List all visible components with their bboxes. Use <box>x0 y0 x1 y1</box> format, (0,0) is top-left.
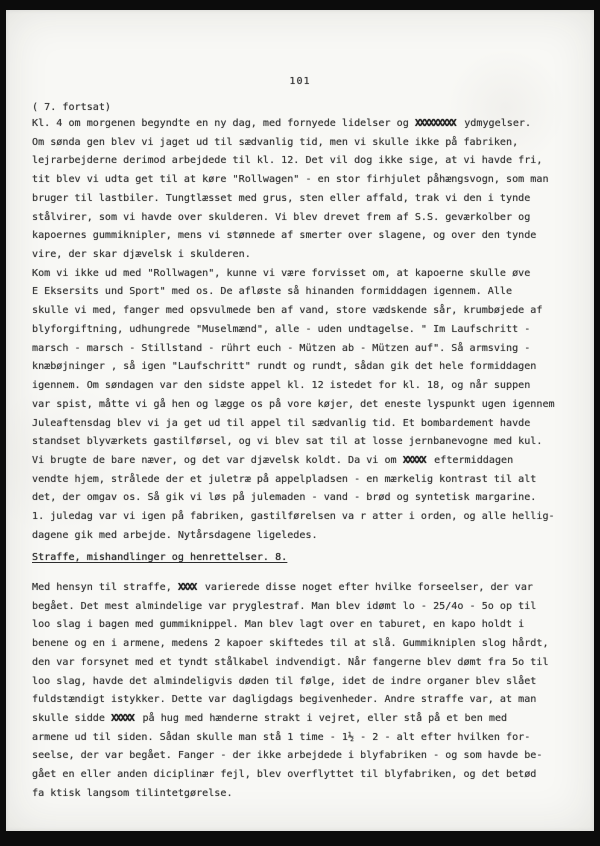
text-line: tit blev vi udta get til at køre "Rollwagen" - en stor firhjulet påhængsvogn, som man <box>32 174 549 186</box>
text-line: var spist, måtte vi gå hen og lægge os på vore køjer, det eneste lyspunkt ugen igennem <box>32 398 555 410</box>
text-line: det, der omgav os. Så gik vi løs på julemaden - vand - brød og syntetisk margarine. <box>32 492 537 504</box>
text-line: Om sønda gen blev vi jaget ud til sædvanlig tid, men vi skulle ikke på fabriken, <box>32 136 519 148</box>
text-line: benene og en i armene, medens 2 kapoer skiftedes til at slå. Gummikniplen slog hårdt, <box>32 638 549 650</box>
text-line: dagene gik med arbejde. Nytårsdagene ligeledes. <box>32 529 318 541</box>
section-heading: Straffe, mishandlinger og henrettelser. 8. <box>32 552 288 563</box>
text-line: skulle sidde XXXXX på hug med hænderne strakt i vejret, eller stå på et ben med <box>32 713 508 725</box>
text-line: marsch - marsch - Stillstand - rührt euch - Mützen ab - Mützen auf". Så armsving - <box>32 342 531 354</box>
text-line: den var forsynet med et tyndt stålkabel indvendigt. Når fangerne blev dømt fra 5o til <box>32 656 549 668</box>
text-line: igennem. Om søndagen var den sidste appel kl. 12 istedet for kl. 18, og når suppen <box>32 380 531 392</box>
text-line: Med hensyn til straffe, XXXX varierede disse noget efter hvilke forseelser, der var <box>32 582 534 593</box>
text-line: blyforgiftning, udhungrede "Muselmænd", alle - uden undtagelse. " Im Laufschritt - <box>32 323 531 335</box>
text-line: Juleaftensdag blev vi ja get ud til appel til sædvanlig tid. Et bombardement havde <box>32 417 531 429</box>
text-line: begået. Det mest almindelige var pryglestraf. Man blev idømt lo - 25/4o - 5o op til <box>32 600 537 612</box>
text-line: armene ud til siden. Sådan skulle man stå 1 time - 1½ - 2 - alt efter hvilken for- <box>32 731 531 743</box>
text-line: loo slag i bagen med gummiknippel. Man blev lagt over en taburet, en kapo holdt i <box>32 619 525 631</box>
text-line: vire, der skar djævelsk i skulderen. <box>32 249 251 261</box>
text-line: lejrarbejderne derimod arbejdede til kl. 12. Det vil dog ikke sige, at vi havde fri, <box>32 155 543 167</box>
text-line: stålvirer, som vi havde over skulderen. Vi blev drevet frem af S.S. geværkolber og <box>32 211 531 223</box>
text-line: fa ktisk langsom tilintetgørelse. <box>32 787 233 799</box>
text-line: skulle vi med, fanger med opsvulmede ben af vand, store vædskende sår, krumbøjede af <box>32 305 543 317</box>
text-line: fuldstændigt istykker. Dette var dagligdags begivenheder. Andre straffe var, at man <box>32 694 537 706</box>
text-line: Kom vi ikke ud med "Rollwagen", kunne vi være forvisset om, at kapoerne skulle øve <box>32 267 531 279</box>
text-line: bruger til lastbiler. Tungtlæsset med grus, sten eller affald, trak vi den i tynde <box>32 192 531 204</box>
paragraph-punishments <box>32 582 588 807</box>
document-page <box>6 10 594 831</box>
page-number: 101 <box>289 76 311 87</box>
text-line: vendte hjem, strålede der et juletræ på appelpladsen - en mærkelig kontrast til alt <box>32 473 537 485</box>
text-line: E Eksersits und Sport" med os. De afløste så hinanden formiddagen igennem. Alle <box>32 286 513 298</box>
text-line: gået en eller anden diciplinær fejl, blev overflyttet til blyfabriken, og det betød <box>32 769 537 781</box>
paragraph-camp-day <box>32 118 588 549</box>
continuation-note: ( 7. fortsat) <box>32 102 112 113</box>
text-line: kapoernes gummiknipler, mens vi stønnede af smerter over slagene, og over den tynde <box>32 230 537 242</box>
text-line: Vi brugte de bare næver, og det var djævelsk koldt. Da vi om XXXXX eftermiddagen <box>32 454 514 466</box>
text-line: standset blyværkets gastilførsel, og vi blev sat til at losse jernbanevogne med kul. <box>32 436 543 448</box>
text-line: Kl. 4 om morgenen begyndte en ny dag, med fornyede lidelser og XXXXXXXXX ydmygelser. <box>32 118 532 129</box>
text-line: 1. juledag var vi igen på fabriken, gastilførelsen va r atter i orden, og alle hellig- <box>32 511 555 523</box>
text-line: knæbøjninger , så igen "Laufschritt" rundt og rundt, sådan gik det hele formiddagen <box>32 361 537 373</box>
text-line: loo slag, havde det almindeligvis døden til følge, idet de indre organer blev slået <box>32 675 537 687</box>
text-line: seelse, der var begået. Fanger - der ikke arbejdede i blyfabriken - og som havde be- <box>32 750 543 762</box>
